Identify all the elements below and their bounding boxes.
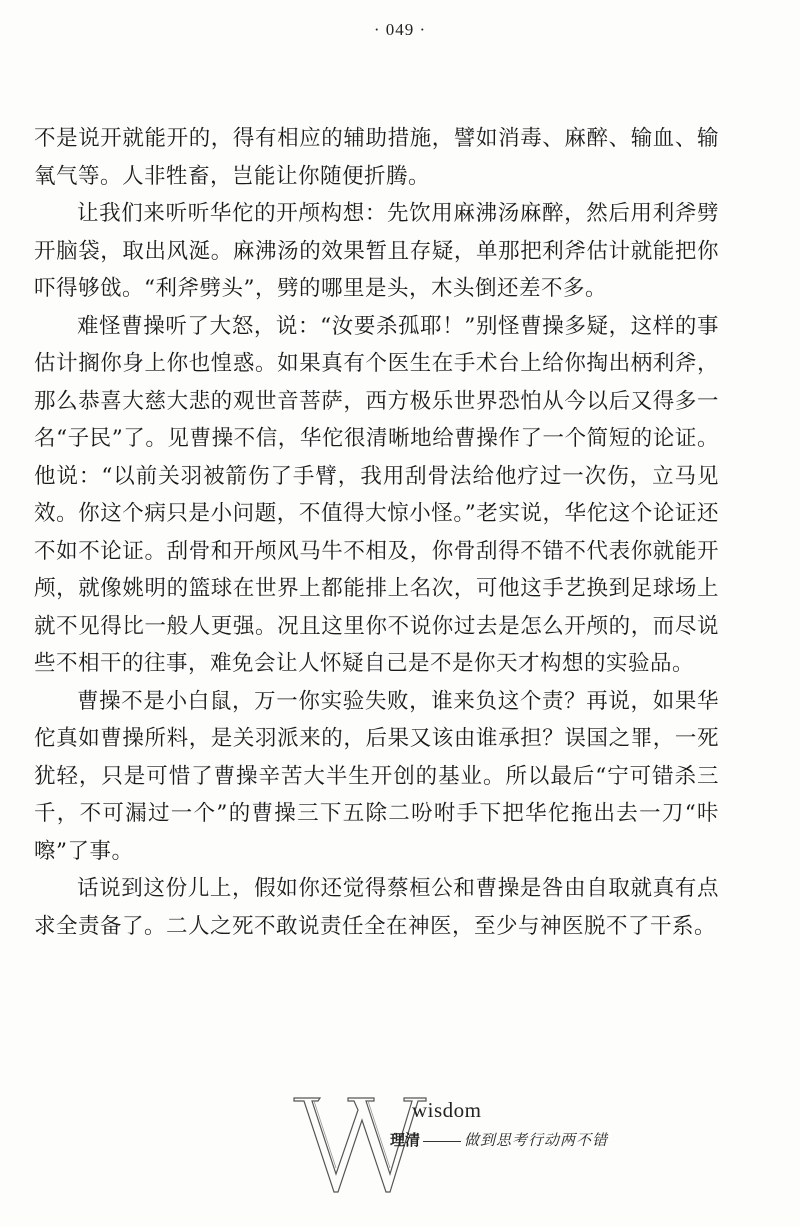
footer-logo (290, 1088, 630, 1198)
paragraph: 曹操不是小白鼠，万一你实验失败，谁来负这个责？再说，如果华佗真如曹操所料，是关羽派来的，后果又该由谁承担？误国之罪，一死犹轻，只是可惜了曹操辛苦大半生开创的基业。所以最后“宁可错杀三千，不可漏过一个”的曹操三下五除二吩咐手下把华佗拖出去一刀“咔嚓”了事。 (34, 688, 719, 864)
tagline-dash (423, 1141, 461, 1142)
page-number: · 049 · (373, 20, 427, 39)
paragraph: 不是说开就能开的，得有相应的辅助措施，譬如消毒、麻醉、输血、输氧气等。人非牲畜，岂能让你随便折腾。 (34, 126, 719, 189)
tagline-motto: 做到思考行动两不错 (464, 1131, 609, 1149)
tagline (390, 1129, 608, 1150)
wisdom-word: wisdom (412, 1098, 482, 1122)
paragraph: 让我们来听听华佗的开颅构想：先饮用麻沸汤麻醉，然后用利斧劈开脑袋，取出风涎。麻沸汤的效果暂且存疑，单那把利斧估计就能把你吓得够戗。“利斧劈头”，劈的哪里是头，木头倒还差不多。 (34, 201, 719, 301)
body-text (34, 120, 719, 945)
paragraph: 难怪曹操听了大怒，说：“汝要杀孤耶！”别怪曹操多疑，这样的事估计搁你身上你也惶惑。如果真有个医生在手术台上给你掏出柄利斧，那么恭喜大慈大悲的观世音菩萨，西方极乐世界恐怕从今以后又得多一名“子民”了。见曹操不信，华佗很清晰地给曹操作了一个简短的论证。他说：“以前关羽被箭伤了手臂，我用刮骨法给他疗过一次伤，立马见效。你这个病只是小问题，不值得大惊小怪。”老实说，华佗这个论证还不如不论证。刮骨和开颅风马牛不相及，你骨刮得不错不代表你就能开颅，就像姚明的篮球在世界上都能排上名次，可他这手艺换到足球场上就不见得比一般人更强。况且这里你不说你过去是怎么开颅的，而尽说些不相干的往事，难免会让人怀疑自己是不是你天才构想的实验品。 (34, 313, 719, 676)
paragraph: 话说到这份儿上，假如你还觉得蔡桓公和曹操是咎由自取就真有点求全责备了。二人之死不敢说责任全在神医，至少与神医脱不了干系。 (34, 876, 719, 939)
brand-name: 理清 (390, 1131, 421, 1149)
